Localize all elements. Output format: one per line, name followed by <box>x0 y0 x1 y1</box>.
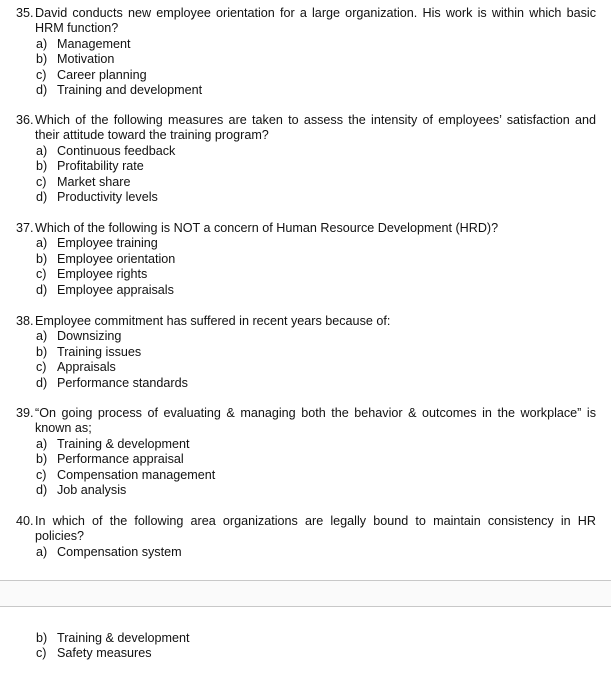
option-label: d) <box>36 483 48 498</box>
option-text: Job analysis <box>57 483 127 498</box>
option-b <box>36 345 596 360</box>
question-number: 37. <box>16 221 34 235</box>
option-c <box>36 468 596 483</box>
question-40-continued <box>16 631 596 662</box>
question-text: Employee commitment has suffered in recent years because of: <box>35 314 391 328</box>
option-text: Safety measures <box>57 646 152 661</box>
question-text: David conducts new employee orientation for a large organization. His work is within which basic HRM function? <box>35 6 596 36</box>
question-number: 36. <box>16 113 34 127</box>
option-c <box>36 175 596 190</box>
option-text: Training issues <box>57 344 142 359</box>
option-a <box>36 236 596 251</box>
option-c <box>36 267 596 282</box>
option-d <box>36 283 596 298</box>
option-text: Compensation system <box>57 544 182 559</box>
option-text: Downsizing <box>57 329 122 344</box>
question-text: “On going process of evaluating & managing both the behavior & outcomes in the workplace” is known as; <box>35 406 596 436</box>
question-37 <box>16 221 596 298</box>
option-label: b) <box>36 452 48 467</box>
option-label: d) <box>36 282 48 297</box>
option-a <box>36 437 596 452</box>
page-break-divider-top <box>0 580 611 581</box>
option-d <box>36 83 596 98</box>
option-text: Employee rights <box>57 267 148 282</box>
option-text: Performance standards <box>57 375 188 390</box>
option-b <box>36 252 596 267</box>
question-39 <box>16 406 596 498</box>
option-d <box>36 483 596 498</box>
option-label: c) <box>36 67 47 82</box>
option-label: b) <box>36 159 48 174</box>
option-label: a) <box>36 36 48 51</box>
option-label: d) <box>36 83 48 98</box>
option-a <box>36 37 596 52</box>
option-text: Motivation <box>57 52 115 67</box>
option-b <box>36 452 596 467</box>
option-label: c) <box>36 174 47 189</box>
option-label: a) <box>36 143 48 158</box>
option-label: c) <box>36 360 47 375</box>
option-text: Training and development <box>57 83 203 98</box>
option-text: Employee orientation <box>57 251 176 266</box>
option-text: Compensation management <box>57 467 216 482</box>
question-36 <box>16 113 596 205</box>
option-label: b) <box>36 631 48 645</box>
option-a <box>36 329 596 344</box>
option-d <box>36 190 596 205</box>
option-label: c) <box>36 467 47 482</box>
option-b <box>36 52 596 67</box>
option-text: Productivity levels <box>57 190 158 205</box>
question-text: Which of the following measures are taken to assess the intensity of employees’ satisfaction and their attitude toward the training program? <box>35 113 596 143</box>
option-d <box>36 376 596 391</box>
option-text: Employee training <box>57 236 158 251</box>
option-text: Market share <box>57 174 131 189</box>
option-label: d) <box>36 375 48 390</box>
option-label: d) <box>36 190 48 205</box>
option-text: Performance appraisal <box>57 452 184 467</box>
option-c <box>36 360 596 375</box>
page-break-divider-bottom <box>0 606 611 607</box>
question-38 <box>16 314 596 391</box>
option-b <box>36 631 596 646</box>
option-label: a) <box>36 436 48 451</box>
question-35 <box>16 6 596 98</box>
option-text: Appraisals <box>57 360 116 375</box>
option-label: a) <box>36 236 48 251</box>
option-label: a) <box>36 329 48 344</box>
option-a <box>36 144 596 159</box>
question-number: 39. <box>16 406 34 420</box>
option-label: b) <box>36 251 48 266</box>
option-label: c) <box>36 267 47 282</box>
option-label: c) <box>36 646 47 661</box>
question-number: 35. <box>16 6 34 20</box>
question-text: Which of the following is NOT a concern of Human Resource Development (HRD)? <box>35 221 499 235</box>
option-c <box>36 68 596 83</box>
question-number: 38. <box>16 314 34 328</box>
option-text: Management <box>57 36 131 51</box>
option-label: a) <box>36 544 48 559</box>
question-number: 40. <box>16 514 34 528</box>
option-c <box>36 646 596 661</box>
question-40 <box>16 514 596 560</box>
page-break-band <box>0 580 611 607</box>
option-text: Profitability rate <box>57 159 144 174</box>
option-text: Training & development <box>57 436 190 451</box>
option-label: b) <box>36 52 48 67</box>
option-text: Continuous feedback <box>57 143 176 158</box>
option-label: b) <box>36 344 48 359</box>
option-text: Training & development <box>57 631 190 645</box>
option-b <box>36 159 596 174</box>
question-text: In which of the following area organizations are legally bound to maintain consistency in HR policies? <box>35 514 596 544</box>
option-a <box>36 545 596 560</box>
option-text: Career planning <box>57 67 147 82</box>
option-text: Employee appraisals <box>57 282 174 297</box>
